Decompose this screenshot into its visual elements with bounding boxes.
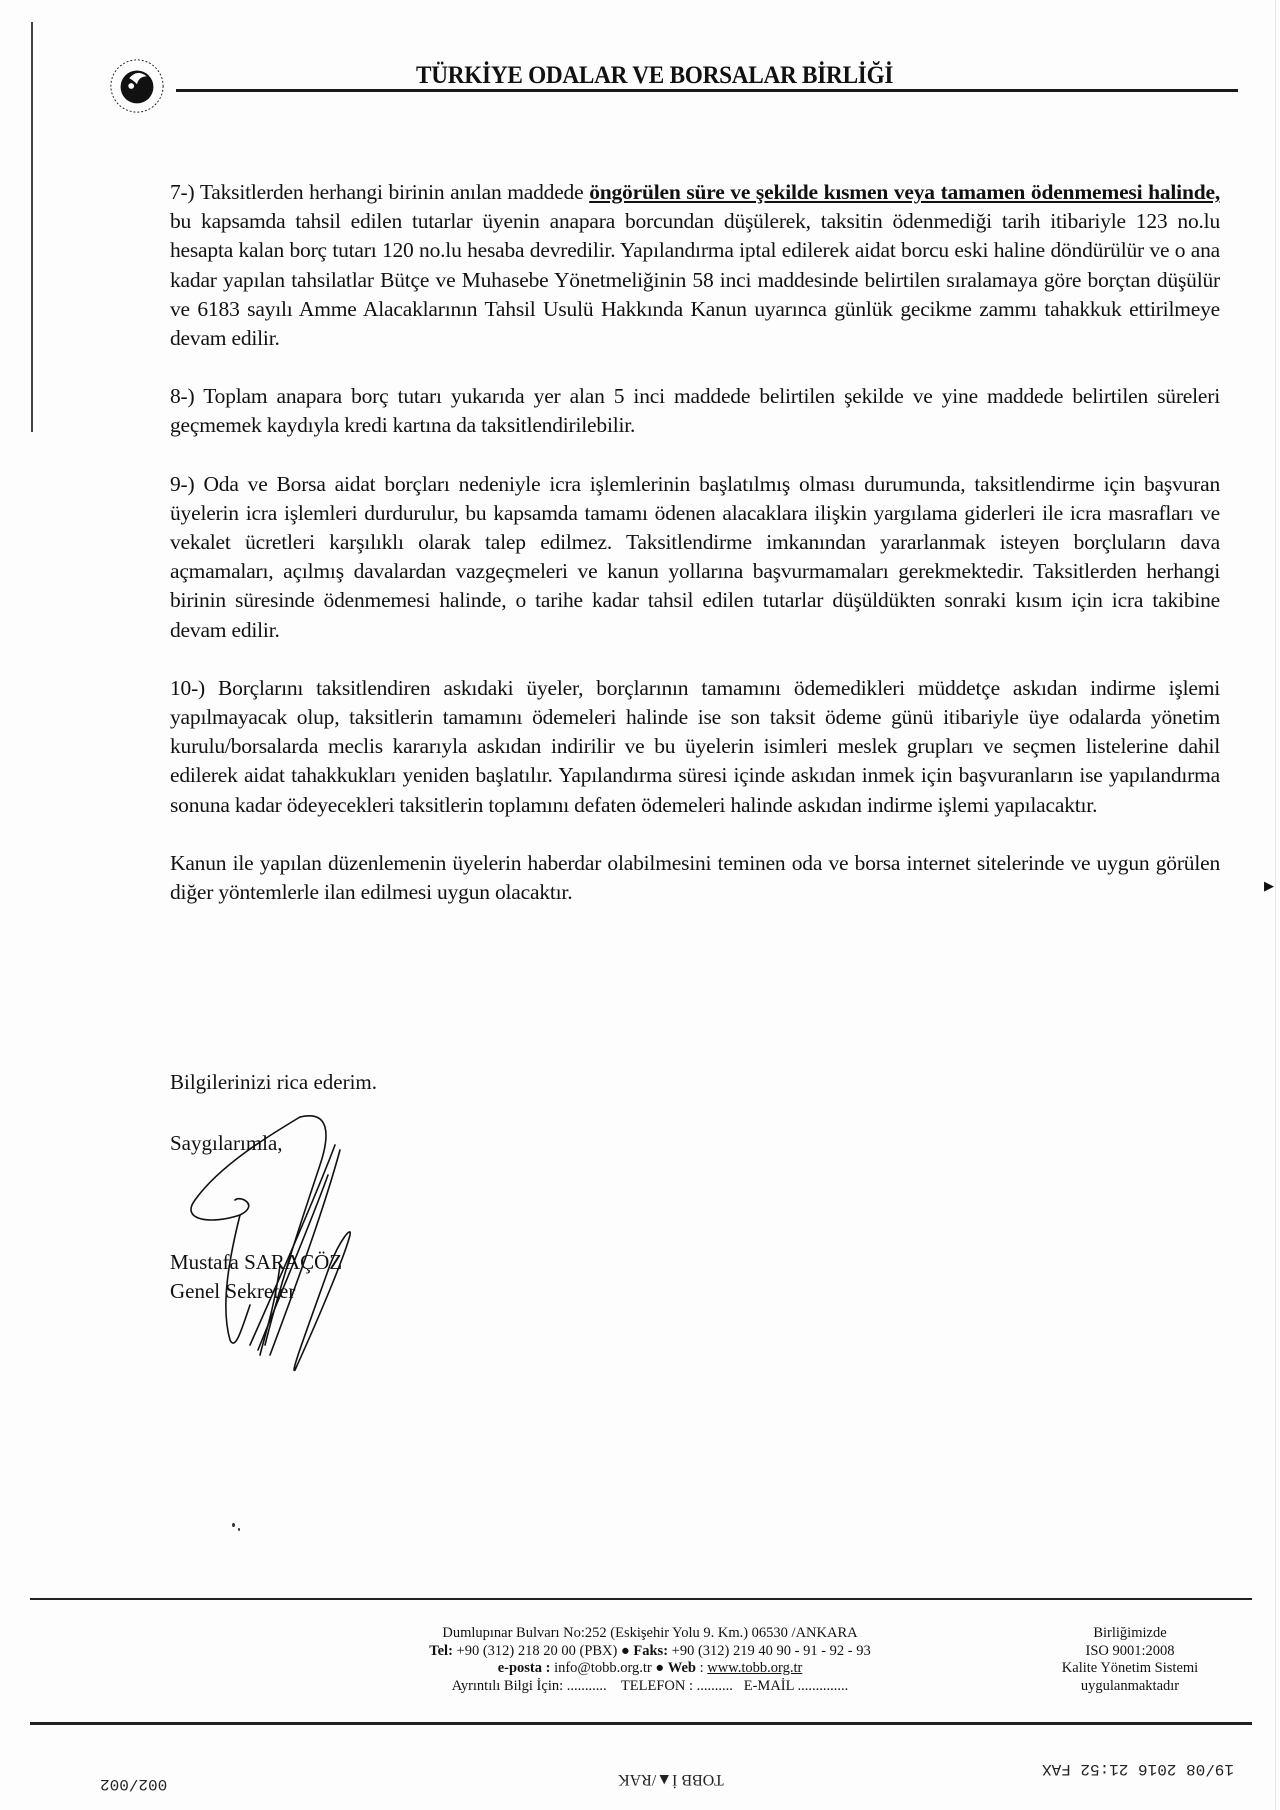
iso-notice <box>1030 1625 1230 1695</box>
iso-line: uygulanmaktadır <box>1080 1677 1180 1694</box>
signer-name: Mustafa SARAÇÖZ <box>170 1250 343 1274</box>
footer-info-line <box>350 1678 950 1696</box>
fax-label: Faks: <box>633 1642 669 1659</box>
closing-thanks: Bilgilerinizi rica ederim. <box>170 1070 378 1094</box>
fax-datetime: 19/08 2016 21:52 FAX <box>1042 1760 1235 1778</box>
fax-value: +90 (312) 219 40 90 - 91 - 92 - 93 <box>671 1642 871 1659</box>
tel-label: Tel: <box>429 1642 453 1659</box>
footer-contact <box>350 1625 950 1695</box>
signer-title: Genel Sekreter <box>170 1279 296 1303</box>
margin-arrow-icon: ▶ <box>1264 878 1274 893</box>
tel-value: +90 (312) 218 20 00 (PBX) <box>456 1642 618 1659</box>
paragraph-7-emphasis: öngörülen süre ve şekilde kısmen veya tamamen ödenmemesi halinde, <box>589 180 1220 204</box>
email-link[interactable]: info@tobb.org.tr <box>554 1660 652 1676</box>
iso-line: Birliğimizde <box>1093 1625 1167 1641</box>
iso-line: ISO 9001:2008 <box>1085 1642 1175 1659</box>
bullet-icon: ● <box>620 1642 630 1659</box>
email-label: e-posta : <box>497 1660 551 1676</box>
mail-label: E-MAİL .............. <box>743 1677 849 1694</box>
fax-sender: TOBB İ▲/RAK <box>618 1771 724 1788</box>
footer-phone-line <box>350 1643 950 1661</box>
info-label: Ayrıntılı Bilgi İçin: ........... <box>451 1677 607 1694</box>
scan-speck <box>238 1528 240 1531</box>
closing-regards: Saygılarımla, <box>170 1131 283 1155</box>
letter-body <box>170 178 1220 936</box>
web-label: Web <box>667 1660 696 1676</box>
footer-email-line: e-posta : info@tobb.org.tr ● Web : www.tobb.org.tr <box>497 1660 803 1676</box>
fax-page-count: 002/002 <box>100 1775 168 1793</box>
paragraph-7 <box>170 178 1220 353</box>
paragraph-7-intro: 7-) Taksitlerden herhangi birinin anılan maddede <box>170 180 590 204</box>
bullet-icon: ● <box>655 1660 665 1676</box>
web-link[interactable]: www.tobb.org.tr <box>707 1660 803 1676</box>
scan-edge-line <box>31 22 33 432</box>
footer-rule <box>30 1598 1252 1600</box>
tobb-emblem-icon <box>108 57 166 115</box>
scan-edge-line-right <box>1275 0 1276 1810</box>
footer-rule-bottom <box>30 1722 1252 1725</box>
header-rule <box>176 89 1238 92</box>
footer-address-line: Dumlupınar Bulvarı No:252 (Eskişehir Yolu 9. Km.) 06530 /ANKARA <box>442 1625 858 1641</box>
paragraph-8: 8-) Toplam anapara borç tutarı yukarıda yer alan 5 inci maddede belirtilen şekilde ve yine maddede belirtilen süreleri geçmemek kaydıyla kredi kartına da taksitlendirilebilir. <box>170 384 1220 438</box>
scan-speck <box>232 1523 235 1527</box>
paragraph-kanun: Kanun ile yapılan düzenlemenin üyelerin haberdar olabilmesini teminen oda ve borsa internet sitelerinde ve uygun görülen diğer yöntemlerle ilan edilmesi uygun olacaktır. <box>170 850 1220 905</box>
phone-label: TELEFON : .......... <box>620 1677 733 1694</box>
paragraph-7-rest: bu kapsamda tahsil edilen tutarlar üyenin anapara borcundan düşülerek, taksitin ödenmediği tarih itibariyle 123 no.lu hesapta kalan borç tutarı 120 no.lu hesaba devredilir. Yapılandırma iptal edilerek aidat borcu eski haline döndürülür ve o ana kadar yapılan tahsilatlar Bütçe ve Muhasebe Yönetmeliğinin 58 inci maddesinde belirtilen sıralamaya göre borçtan düşülür ve 6183 sayılı Amme Alacaklarının Tahsil Usulü Hakkında Kanun uyarınca günlük gecikme zammı tahakkuk ettirilmeye devam edilir. <box>170 209 1220 351</box>
paragraph-9: 9-) Oda ve Borsa aidat borçları nedeniyle icra işlemlerinin başlatılmış olması durumunda, taksitlendirme için başvuran üyelerin icra işlemleri durdurulur, bu kapsamda tamamı ödenen alacaklara ilişkin yargılama giderleri ile icra masrafları ve vekalet ücretleri karşılıklı olarak talep edilmez. Taksitlendirme imkanından yararlanmak isteyen borçluların dava açmamaları, açılmış davalardan vazgeçmeleri ve kanun yollarına başvurmamaları gerekmektedir. Taksitlerden herhangi birinin süresinde ödenmemesi halinde, o tarihe kadar tahsil edilen tutarlar düşüldükten sonraki kısım için icra takibine devam edilir. <box>170 471 1220 642</box>
handwritten-signature-icon <box>180 1105 360 1375</box>
paragraph-10: 10-) Borçlarını taksitlendiren askıdaki üyeler, borçlarının tamamını ödemedikleri müddetçe askıdan indirme işlemi yapılmayacak olup, taksitlerin tamamını ödemeleri halinde ise son taksit ödeme günü itibariyle üye odalarda yönetim kurulu/borsalarda meclis kararıyla askıdan indirilir ve bu üyelerin isimleri meslek grupları ve seçmen listelerine dahil edilerek aidat tahakkukları yeniden başlatılır. Yapılandırma süresi içinde askıdan inmek için başvuranların ise yapılandırma sonuna kadar ödeyecekleri taksitlerin toplamını defaten ödemeleri halinde askıdan indirme işlemi yapılacaktır. <box>170 675 1220 817</box>
organization-title: TÜRKİYE ODALAR VE BORSALAR BİRLİĞİ <box>416 62 894 89</box>
iso-line: Kalite Yönetim Sistemi <box>1061 1660 1199 1676</box>
